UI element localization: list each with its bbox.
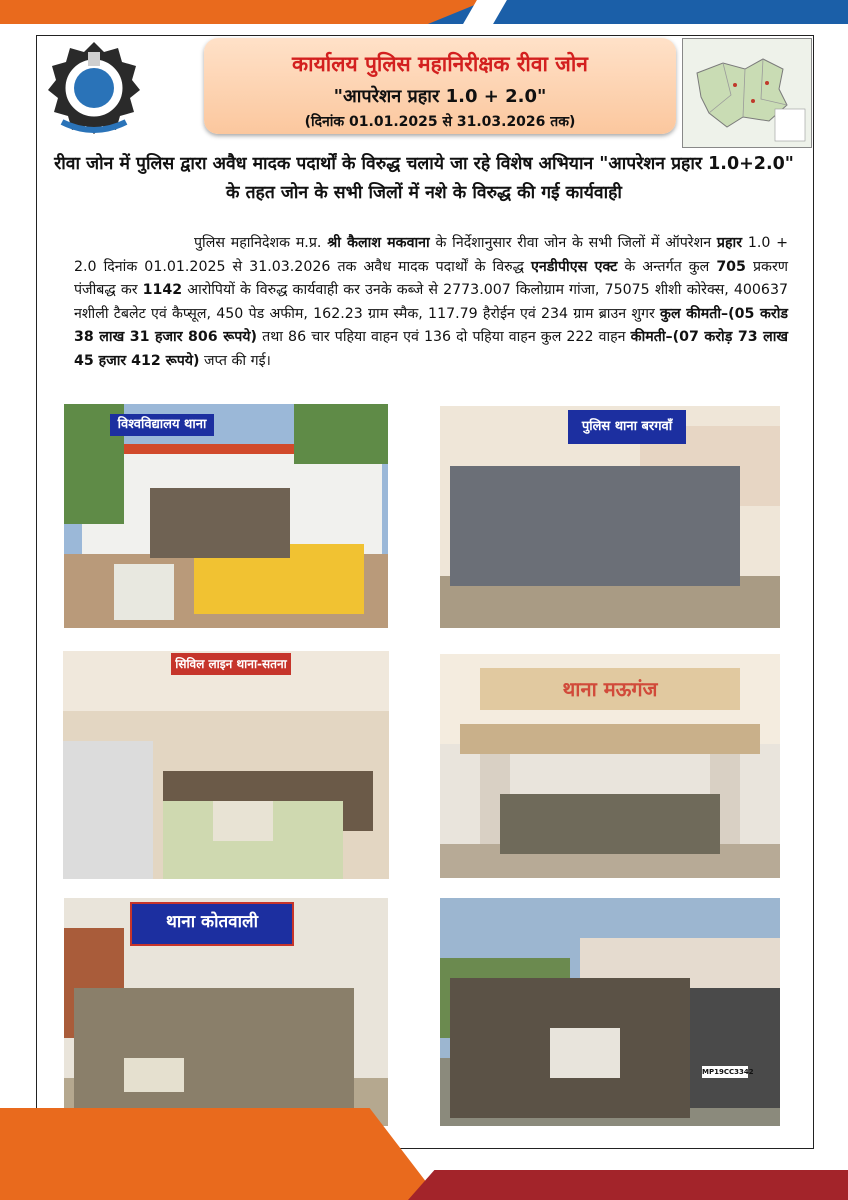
- photo-vishwavidyalaya-thana: [64, 404, 388, 628]
- body-text-5: प्रकरण पंजीबद्ध कर: [74, 258, 789, 299]
- body-operation: प्रहार: [716, 235, 743, 251]
- photo-5-sign: थाना कोतवाली: [130, 902, 294, 946]
- photo-vehicle-seizure: [440, 898, 780, 1126]
- zone-map-icon: [682, 38, 812, 148]
- photo-bargawan-thana: [440, 406, 780, 628]
- photo-2-sign: पुलिस थाना बरगवाँ: [568, 410, 686, 444]
- body-act: एनडीपीएस एक्ट: [531, 258, 618, 275]
- bottom-orange-band: [0, 1108, 440, 1200]
- header-title-box: [204, 38, 676, 134]
- body-text-6: आरोपियों के विरुद्ध कार्यवाही कर उनके कब्जे से 2773.007 किलोग्राम गांजा, 75075 शीशी कोरेक्स, 400637 नशीली टैबलेट एवं कैप्सूल, 450 पेड अफीम, 162.23 ग्राम स्मैक, 117.79 हैरोईन एवं 234 ग्राम ब्राउन शुगर: [74, 282, 788, 322]
- top-orange-band: [0, 0, 500, 24]
- photo-kotwali-thana-sidhi: [64, 898, 388, 1126]
- bottom-maroon-band: [408, 1170, 848, 1200]
- body-dgp-name: श्री कैलाश मकवाना: [327, 235, 430, 251]
- body-text-4: के अन्तर्गत कुल: [624, 258, 710, 275]
- vehicle-number-plate: MP19CC3342: [702, 1068, 754, 1076]
- body-accused-count: 1142: [142, 282, 183, 299]
- body-vehicle-value: कीमती–(07 करोड़ 73 लाख 45 हजार 412 रूपये): [74, 329, 789, 369]
- body-total-value: कुल कीमती–(05 करोड 38 लाख 31 हजार 806 रूपये): [74, 305, 788, 346]
- police-emblem-icon: [44, 38, 144, 138]
- date-range: (दिनांक 01.01.2025 से 31.03.2026 तक): [304, 114, 576, 130]
- photo-3-sign: सिविल लाइन थाना-सतना: [171, 653, 291, 675]
- body-text-8: जप्त की गई।: [204, 352, 271, 369]
- photo-mauganj-thana: [440, 654, 780, 878]
- photo-1-sign: विश्वविद्यालय थाना: [110, 414, 214, 436]
- office-title: कार्यालय पुलिस महानिरीक्षक रीवा जोन: [292, 52, 588, 76]
- body-text-2: के निर्देशानुसार रीवा जोन के सभी जिलों में ऑपरेशन: [435, 235, 712, 251]
- body-text-3: 1.0 + 2.0 दिनांक 01.01.2025 से 31.03.2026 तक अवैध मादक पदार्थों के विरुद्ध: [74, 235, 789, 275]
- body-cases-count: 705: [716, 258, 746, 275]
- body-paragraph: [74, 232, 788, 374]
- body-text-7: तथा 86 चार पहिया वाहन एवं 136 दो पहिया वाहन कुल 222 वाहन: [262, 329, 626, 346]
- photo-4-sign: थाना मऊगंज: [480, 668, 740, 710]
- headline: रीवा जोन में पुलिस द्वारा अवैध मादक पदार्थों के विरुद्ध चलाये जा रहे विशेष अभियान "आपरेशन प्रहार 1.0+2.0" के तहत जोन के सभी जिलों में नशे के विरुद्ध की गई कार्यवाही: [54, 154, 794, 203]
- body-text-1: पुलिस महानिदेशक म.प्र.: [194, 235, 322, 251]
- operation-title: "आपरेशन प्रहार 1.0 + 2.0": [333, 86, 547, 107]
- photo-civil-line-thana-satna: [63, 651, 389, 879]
